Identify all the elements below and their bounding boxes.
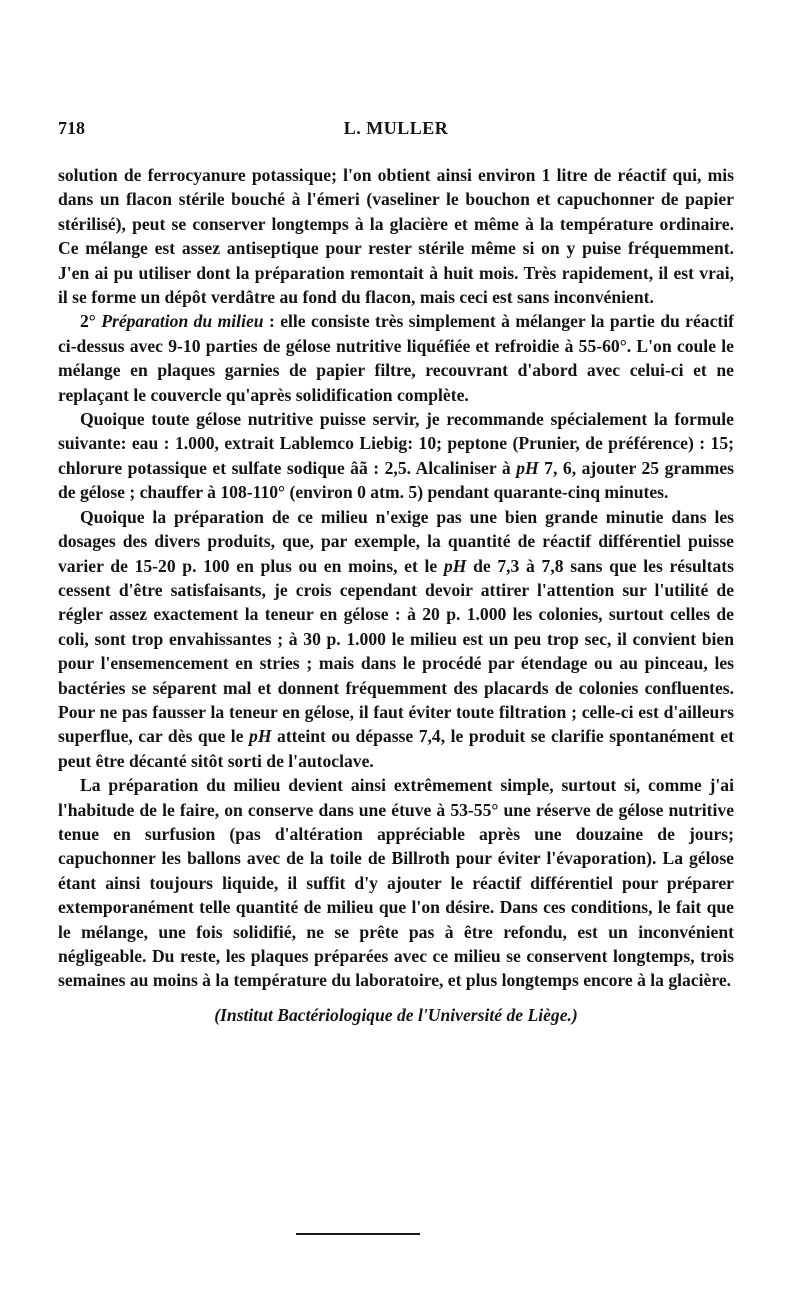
ph-term: pH — [516, 457, 539, 478]
paragraph-3 — [58, 407, 734, 505]
paragraph-4-text-c: atteint ou dépasse 7,4, le produit se clarifie spontanément et peut être décanté sitôt sorti de l'autoclave. — [58, 726, 734, 771]
paragraph-4-text-a: Quoique la préparation de ce milieu n'exige pas une bien grande minutie dans les dosages des divers produits, que, par exemple, la quantité de réactif différentiel puisse varier de 15-20 p. 100 en plus ou en moins, et le — [58, 506, 734, 576]
section-number: 2° — [80, 311, 102, 332]
affiliation: (Institut Bactériologique de l'Université de Liège.) — [214, 1004, 578, 1025]
paragraph-2 — [58, 309, 734, 407]
ph-term: pH — [443, 555, 467, 576]
page-number: 718 — [58, 118, 85, 138]
paragraph-3-text-b: 7, 6, ajouter 25 grammes de gélose ; chauffer à 108-110° (environ 0 atm. 5) pendant quarante-cinq minutes. — [58, 457, 734, 503]
paragraph-1: solution de ferrocyanure potassique; l'on obtient ainsi environ 1 litre de réactif qui, mis dans un flacon stérile bouché à l'émeri (vaseliner le bouchon et capuchonner de papier stérilisé), peut se conserver longtemps à la glacière et même à la température ordinaire. Ce mélange est assez antiseptique pour rester stérile même si on y puise fréquemment. J'en ai pu utiliser dont la préparation remontait à huit mois. Très rapidement, il est vrai, il se forme un dépôt verdâtre au fond du flacon, mais ceci est sans inconvénient. — [58, 165, 734, 308]
page-header — [58, 118, 734, 148]
article-body — [58, 163, 734, 1027]
section-title: Préparation du milieu — [101, 311, 264, 332]
paragraph-2-text: : elle consiste très simplement à mélanger la partie du réactif ci-dessus avec 9-10 parties de gélose nutritive liquéfiée et refroidie à 55-60°. L'on coule le mélange en plaques garnies de papier filtre, recouvrant d'abord avec celui-ci et ne replaçant le couvercle qu'après solidification complète. — [58, 311, 734, 405]
paragraph-4 — [58, 505, 734, 773]
ph-term: pH — [249, 726, 272, 747]
paragraph-3-text-a: Quoique toute gélose nutritive puisse servir, je recommande spécialement la formule suivante: eau : 1.000, extrait Lablemco Liebig: 10; peptone (Prunier, de préférence) : 15; chlorure potassique et sulfate sodique âã : 2,5. Alcaliniser à — [58, 409, 734, 478]
paragraph-5: La préparation du milieu devient ainsi extrêmement simple, surtout si, comme j'ai l'habitude de le faire, on conserve dans une étuve à 53-55° une réserve de gélose nutritive tenue en surfusion (pas d'altération appréciable après une douzaine de jours; capuchonner les ballons avec de la toile de Billroth pour éviter l'évaporation). La gélose étant ainsi toujours liquide, il suffit d'y ajouter le réactif différentiel pour préparer extemporanément telle quantité de milieu que l'on désire. Dans ces conditions, le fait que le mélange, une fois solidifié, ne se prête pas à être refondu, est un inconvénient négligeable. Du reste, les plaques préparées avec ce milieu se conservent longtemps, trois semaines au moins à la température du laboratoire, et plus longtemps encore à la glacière. — [58, 775, 734, 991]
running-head: L. MULLER — [343, 118, 449, 138]
paragraph-4-text-b: de 7,3 à 7,8 sans que les résultats cessent d'être satisfaisants, je crois cependant devoir attirer l'attention sur l'utilité de régler assez exactement la teneur en gélose : à 20 p. 1.000 les colonies, surtout celles de coli, sont trop envahissantes ; à 30 p. 1.000 le milieu est un peu trop sec, il convient bien pour l'ensemencement en stries ; mais dans le procédé par étendage ou au pinceau, les bactéries se séparent mal et donnent fréquemment des placards de colonies confluentes. Pour ne pas fausser la teneur en gélose, il faut éviter toute filtration ; celle-ci est d'ailleurs superflue, car dès que le — [58, 555, 734, 747]
closing-rule — [296, 1233, 420, 1235]
